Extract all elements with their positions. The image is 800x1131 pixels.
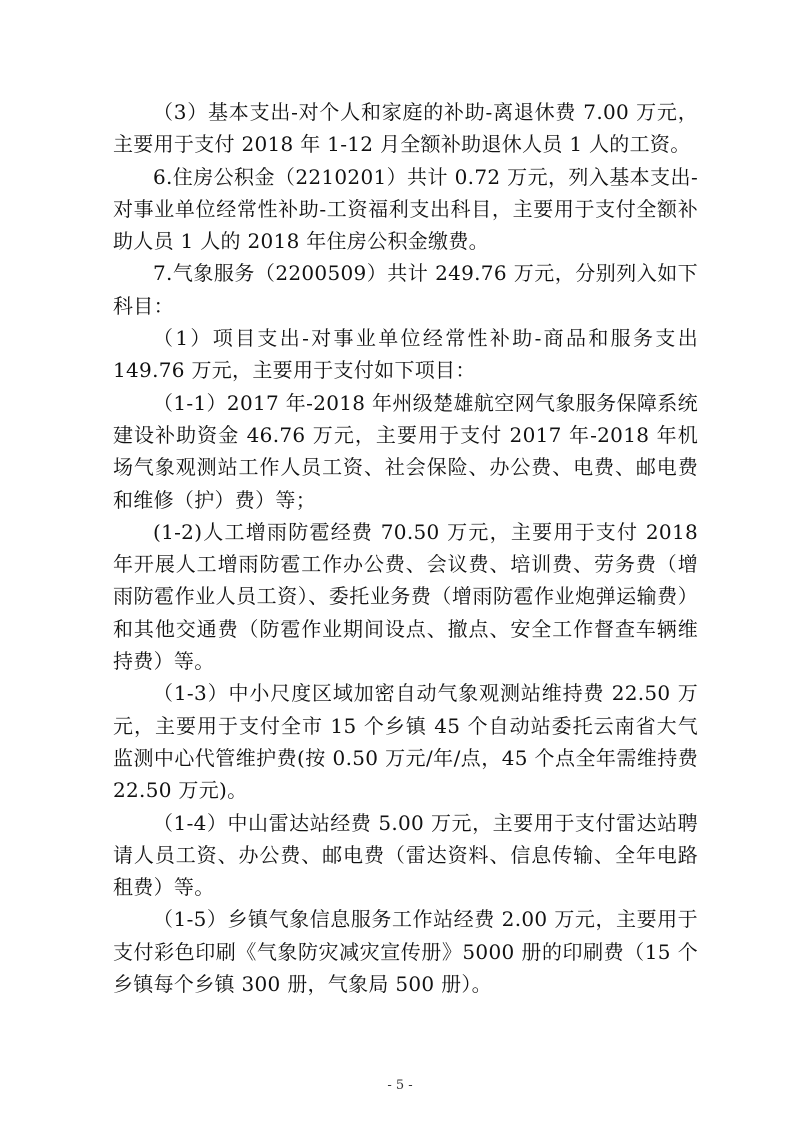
paragraph-housing-fund: 6.住房公积金（2210201）共计 0.72 万元，列入基本支出-对事业单位经常性补助-工资福利支出科目，主要用于支付全额补助人员 1 人的 2018 年住房公积金缴费。	[113, 164, 698, 254]
document-body	[113, 96, 705, 1000]
paragraph-item-1-3: （1-3）中小尺度区域加密自动气象观测站维持费 22.50 万元，主要用于支付全市 15 个乡镇 45 个自动站委托云南省大气监测中心代管维护费(按 0.50 万元/年/点，45 个点全年需维持费 22.50 万元)。	[113, 681, 705, 803]
paragraph-project-expenditure: （1）项目支出-对事业单位经常性补助-商品和服务支出 149.76 万元，主要用于支付如下项目：	[113, 326, 705, 383]
paragraph-item-1-1: （1-1）2017 年-2018 年州级楚雄航空网气象服务保障系统建设补助资金 46.76 万元，主要用于支付 2017 年-2018 年机场气象观测站工作人员工资、社会保险、办公费、电费、邮电费和维修（护）费）等；	[113, 390, 698, 512]
paragraph-meteorological-service: 7.气象服务（2200509）共计 249.76 万元，分别列入如下科目：	[113, 261, 698, 318]
paragraph-retirement-fee: （3）基本支出-对个人和家庭的补助-离退休费 7.00 万元，主要用于支付 2018 年 1-12 月全额补助退休人员 1 人的工资。	[113, 100, 698, 157]
page-number: - 5 -	[387, 1078, 413, 1093]
paragraph-item-1-4: （1-4）中山雷达站经费 5.00 万元，主要用于支付雷达站聘请人员工资、办公费、邮电费（雷达资料、信息传输、全年电路租费）等。	[113, 810, 698, 900]
paragraph-item-1-5: （1-5）乡镇气象信息服务工作站经费 2.00 万元，主要用于支付彩色印刷《气象防灾减灾宣传册》5000 册的印刷费（15 个乡镇每个乡镇 300 册，气象局 500 册）。	[113, 907, 698, 997]
paragraph-item-1-2: (1-2)人工增雨防雹经费 70.50 万元，主要用于支付 2018 年开展人工增雨防雹工作办公费、会议费、培训费、劳务费（增雨防雹作业人员工资）、委托业务费（增雨防雹作业炮弹运输费）和其他交通费（防雹作业期间设点、撤点、安全工作督查车辆维持费）等。	[113, 519, 705, 674]
